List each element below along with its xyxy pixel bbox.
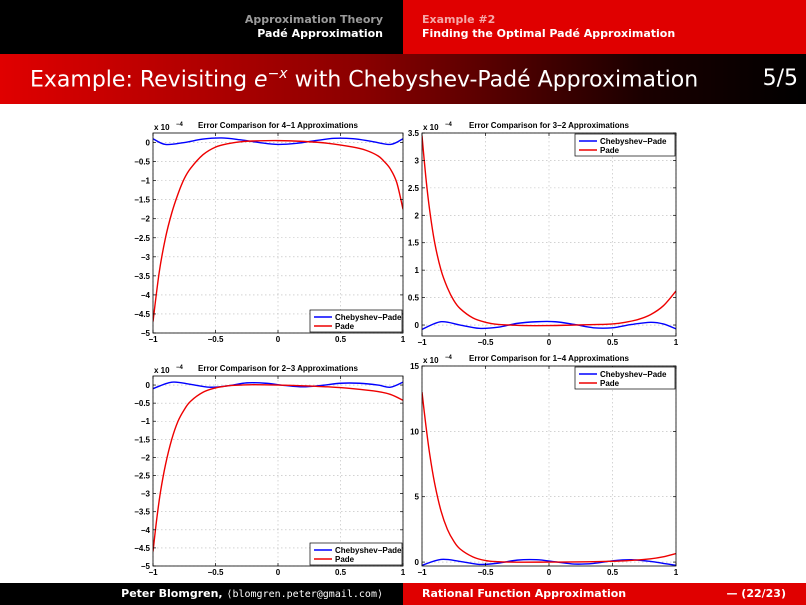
- axis-multiplier-exponent: −4: [445, 355, 452, 361]
- y-tick-label: −4.5: [134, 309, 150, 319]
- chart-panel-1: [134, 121, 406, 344]
- talk-title: Rational Function Approximation: [422, 587, 627, 600]
- header-subsection-panel: [403, 0, 806, 54]
- subsection-subtitle[interactable]: Finding the Optimal Padé Approximation: [422, 27, 676, 40]
- y-tick-label: 0: [145, 138, 150, 148]
- axis-multiplier: x 10: [423, 356, 439, 365]
- subsection-title[interactable]: Example #2: [422, 13, 496, 26]
- x-tick-label: 0.5: [334, 335, 347, 344]
- footer-author-panel: [0, 583, 403, 605]
- y-tick-label: −5: [140, 329, 150, 338]
- figure-canvas: [130, 112, 679, 582]
- footer-talk-panel: [403, 583, 806, 605]
- header-section-panel: [0, 0, 403, 54]
- slide-title-prefix: Example: Revisiting: [30, 67, 255, 93]
- y-tick-label: 0.5: [407, 293, 419, 303]
- x-tick-label: 0: [275, 568, 281, 577]
- chart-panel-4: [410, 354, 679, 577]
- y-tick-label: −5: [140, 562, 150, 571]
- axis-multiplier: x 10: [154, 123, 170, 132]
- y-tick-label: 0: [414, 558, 419, 568]
- slide-footer: [0, 583, 806, 605]
- y-tick-label: 0: [145, 381, 150, 391]
- y-tick-label: 3: [414, 156, 419, 166]
- chart-title: Error Comparison for 4−1 Approximations: [198, 121, 358, 130]
- x-tick-label: −0.5: [477, 568, 494, 577]
- y-tick-label: −0.5: [134, 399, 150, 409]
- x-tick-label: 1: [400, 568, 406, 577]
- axis-multiplier-exponent: −4: [176, 122, 183, 128]
- x-tick-label: 0: [546, 568, 552, 577]
- x-tick-label: −1: [148, 568, 158, 577]
- chart-panel-2: [408, 121, 679, 347]
- legend-label-pade: Pade: [600, 379, 620, 388]
- y-tick-label: −2: [140, 453, 150, 463]
- legend-label-chebyshev-pade: Chebyshev−Pade: [600, 137, 667, 146]
- axis-multiplier: x 10: [154, 366, 170, 375]
- x-tick-label: 0.5: [606, 338, 619, 347]
- x-tick-label: 0: [275, 335, 281, 344]
- x-tick-label: 0: [546, 338, 552, 347]
- footer-author-line: [121, 587, 383, 600]
- chart-title: Error Comparison for 3−2 Approximations: [469, 121, 629, 130]
- y-tick-label: 5: [414, 492, 419, 502]
- y-tick-label: −2.5: [134, 233, 150, 243]
- y-tick-label: 15: [410, 362, 419, 371]
- x-tick-label: 1: [673, 338, 679, 347]
- section-subtitle[interactable]: Padé Approximation: [257, 27, 383, 40]
- legend-label-pade: Pade: [600, 146, 620, 155]
- x-tick-label: 1: [673, 568, 679, 577]
- x-tick-label: 0.5: [334, 568, 347, 577]
- slide-header: [0, 0, 806, 54]
- y-tick-label: −1: [140, 417, 150, 427]
- x-tick-label: −1: [148, 335, 158, 344]
- author-email: ⟨blomgren.peter@gmail.com⟩: [226, 589, 383, 600]
- y-tick-label: −1.5: [134, 435, 150, 445]
- y-tick-label: 10: [410, 427, 419, 437]
- x-tick-label: −0.5: [477, 338, 494, 347]
- x-tick-label: −1: [417, 568, 427, 577]
- x-tick-label: −1: [417, 338, 427, 347]
- legend-label-pade: Pade: [335, 322, 355, 331]
- slide-title: [30, 66, 698, 92]
- y-tick-label: −3: [140, 489, 150, 499]
- chart-panel-3: [134, 364, 406, 577]
- y-tick-label: −2.5: [134, 471, 150, 481]
- y-tick-label: −3: [140, 252, 150, 262]
- x-tick-label: 0.5: [606, 568, 619, 577]
- y-tick-label: 0: [414, 321, 419, 331]
- chart-title: Error Comparison for 1−4 Approximations: [469, 354, 629, 363]
- slide-title-base: e: [254, 67, 268, 93]
- legend-label-pade: Pade: [335, 555, 355, 564]
- y-tick-label: −4: [140, 525, 150, 535]
- axis-multiplier: x 10: [423, 123, 439, 132]
- y-tick-label: 2.5: [407, 183, 419, 193]
- x-tick-label: −0.5: [207, 568, 224, 577]
- author-name: Peter Blomgren,: [121, 587, 223, 600]
- axis-multiplier-exponent: −4: [445, 122, 452, 128]
- legend-label-chebyshev-pade: Chebyshev−Pade: [600, 370, 667, 379]
- y-tick-label: 2: [414, 211, 419, 221]
- y-tick-label: −2: [140, 214, 150, 224]
- y-tick-label: −3.5: [134, 507, 150, 517]
- y-tick-label: 1.5: [407, 238, 419, 248]
- legend-label-chebyshev-pade: Chebyshev−Pade: [335, 546, 402, 555]
- y-tick-label: −3.5: [134, 271, 150, 281]
- section-title[interactable]: Approximation Theory: [244, 13, 383, 26]
- y-tick-label: 1: [414, 266, 419, 276]
- y-tick-label: −1: [140, 176, 150, 186]
- y-tick-label: −4.5: [134, 543, 150, 553]
- y-tick-label: −1.5: [134, 195, 150, 205]
- slide-title-bar: [0, 54, 806, 104]
- axis-multiplier-exponent: −4: [176, 365, 183, 371]
- error-comparison-figure: [130, 112, 679, 582]
- chart-title: Error Comparison for 2−3 Approximations: [198, 364, 358, 373]
- x-tick-label: 1: [400, 335, 406, 344]
- y-tick-label: −0.5: [134, 157, 150, 167]
- y-tick-label: −4: [140, 290, 150, 300]
- legend-label-chebyshev-pade: Chebyshev−Pade: [335, 313, 402, 322]
- slide-title-exponent: −x: [267, 66, 288, 82]
- y-tick-label: 3.5: [407, 129, 419, 138]
- page-number: — (22/23): [726, 587, 786, 600]
- slide-title-suffix: with Chebyshev-Padé Approximation: [287, 67, 699, 93]
- slide-counter: 5/5: [762, 66, 798, 91]
- x-tick-label: −0.5: [207, 335, 224, 344]
